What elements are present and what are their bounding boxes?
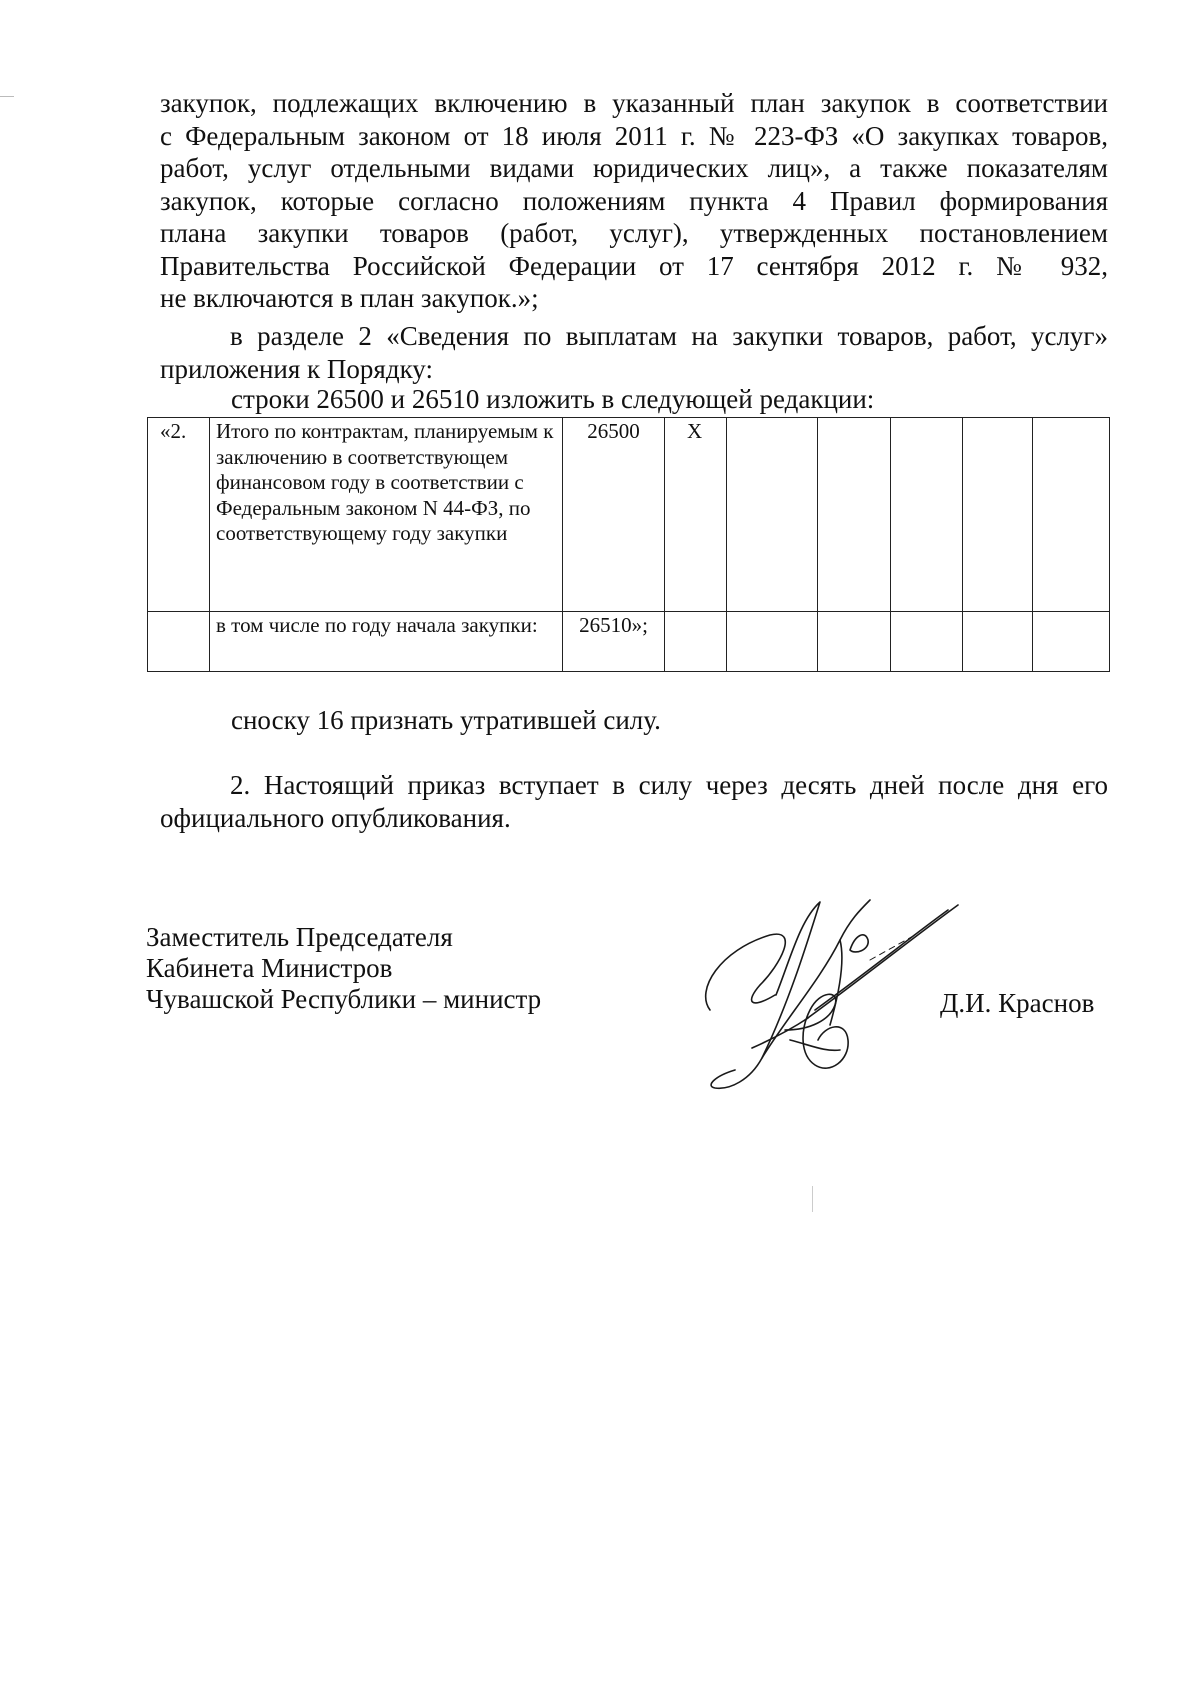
row-number-cell: [148, 612, 210, 672]
paragraph-effective-date: [160, 769, 1108, 834]
row-description-cell: в том числе по году начала закупки:: [210, 612, 563, 672]
empty-cell: [963, 418, 1033, 612]
scan-artifact: [0, 96, 14, 97]
text-line: приложения к Порядку:: [160, 353, 433, 384]
position-line: Чувашской Республики – министр: [146, 984, 542, 1014]
text-line: с Федеральным законом от 18 июля 2011 г. № 223-ФЗ «О закупках товаров,: [160, 120, 1108, 151]
table-row: [148, 612, 1110, 672]
position-line: Заместитель Председателя: [146, 922, 453, 952]
paragraph-footnote: сноску 16 признать утратившей силу.: [231, 705, 661, 735]
empty-cell: [891, 612, 963, 672]
position-line: Кабинета Министров: [146, 953, 393, 983]
row-code-cell: 26510»;: [563, 612, 665, 672]
empty-cell: [818, 612, 891, 672]
empty-cell: [818, 418, 891, 612]
empty-cell: [1033, 612, 1110, 672]
scan-artifact: [812, 1186, 813, 1212]
amendment-table: [147, 417, 1110, 672]
handwritten-signature: [690, 880, 970, 1110]
text-line: не включаются в план закупок.»;: [160, 283, 539, 313]
empty-cell: [963, 612, 1033, 672]
paragraph-rows-intro: строки 26500 и 26510 изложить в следующей редакции:: [231, 384, 875, 414]
row-code-cell: 26500: [563, 418, 665, 612]
paragraph-section2: [160, 320, 1108, 385]
text-line: работ, услуг отдельными видами юридических лиц», а также показателям: [160, 153, 1108, 183]
text-line: закупок, подлежащих включению в указанный план закупок в соответствии: [160, 88, 1108, 118]
empty-cell: [727, 418, 818, 612]
text-line: плана закупки товаров (работ, услуг), утвержденных постановлением: [160, 218, 1108, 248]
signatory-position: [146, 922, 541, 1015]
row-description-cell: Итого по контрактам, планируемым к заключению в соответствующем финансовом году в соответствии с Федеральным законом N 44-ФЗ, по соответствующему году закупки: [210, 418, 563, 612]
signatory-name: Д.И. Краснов: [940, 988, 1095, 1018]
row-mark-cell: [665, 612, 727, 672]
empty-cell: [727, 612, 818, 672]
row-mark-cell: X: [665, 418, 727, 612]
table-row: [148, 418, 1110, 612]
text-line: официального опубликования.: [160, 802, 511, 833]
text-line: в разделе 2 «Сведения по выплатам на закупки товаров, работ, услуг»: [230, 321, 1108, 351]
paragraph-continuation: [160, 87, 1108, 315]
text-line: закупок, которые согласно положениям пункта 4 Правил формирования: [160, 185, 1108, 216]
text-line: 2. Настоящий приказ вступает в силу через десять дней после дня его: [230, 770, 1108, 800]
empty-cell: [891, 418, 963, 612]
text-line: Правительства Российской Федерации от 17 сентября 2012 г. № 932,: [160, 250, 1108, 281]
row-number-cell: «2.: [148, 418, 210, 612]
empty-cell: [1033, 418, 1110, 612]
